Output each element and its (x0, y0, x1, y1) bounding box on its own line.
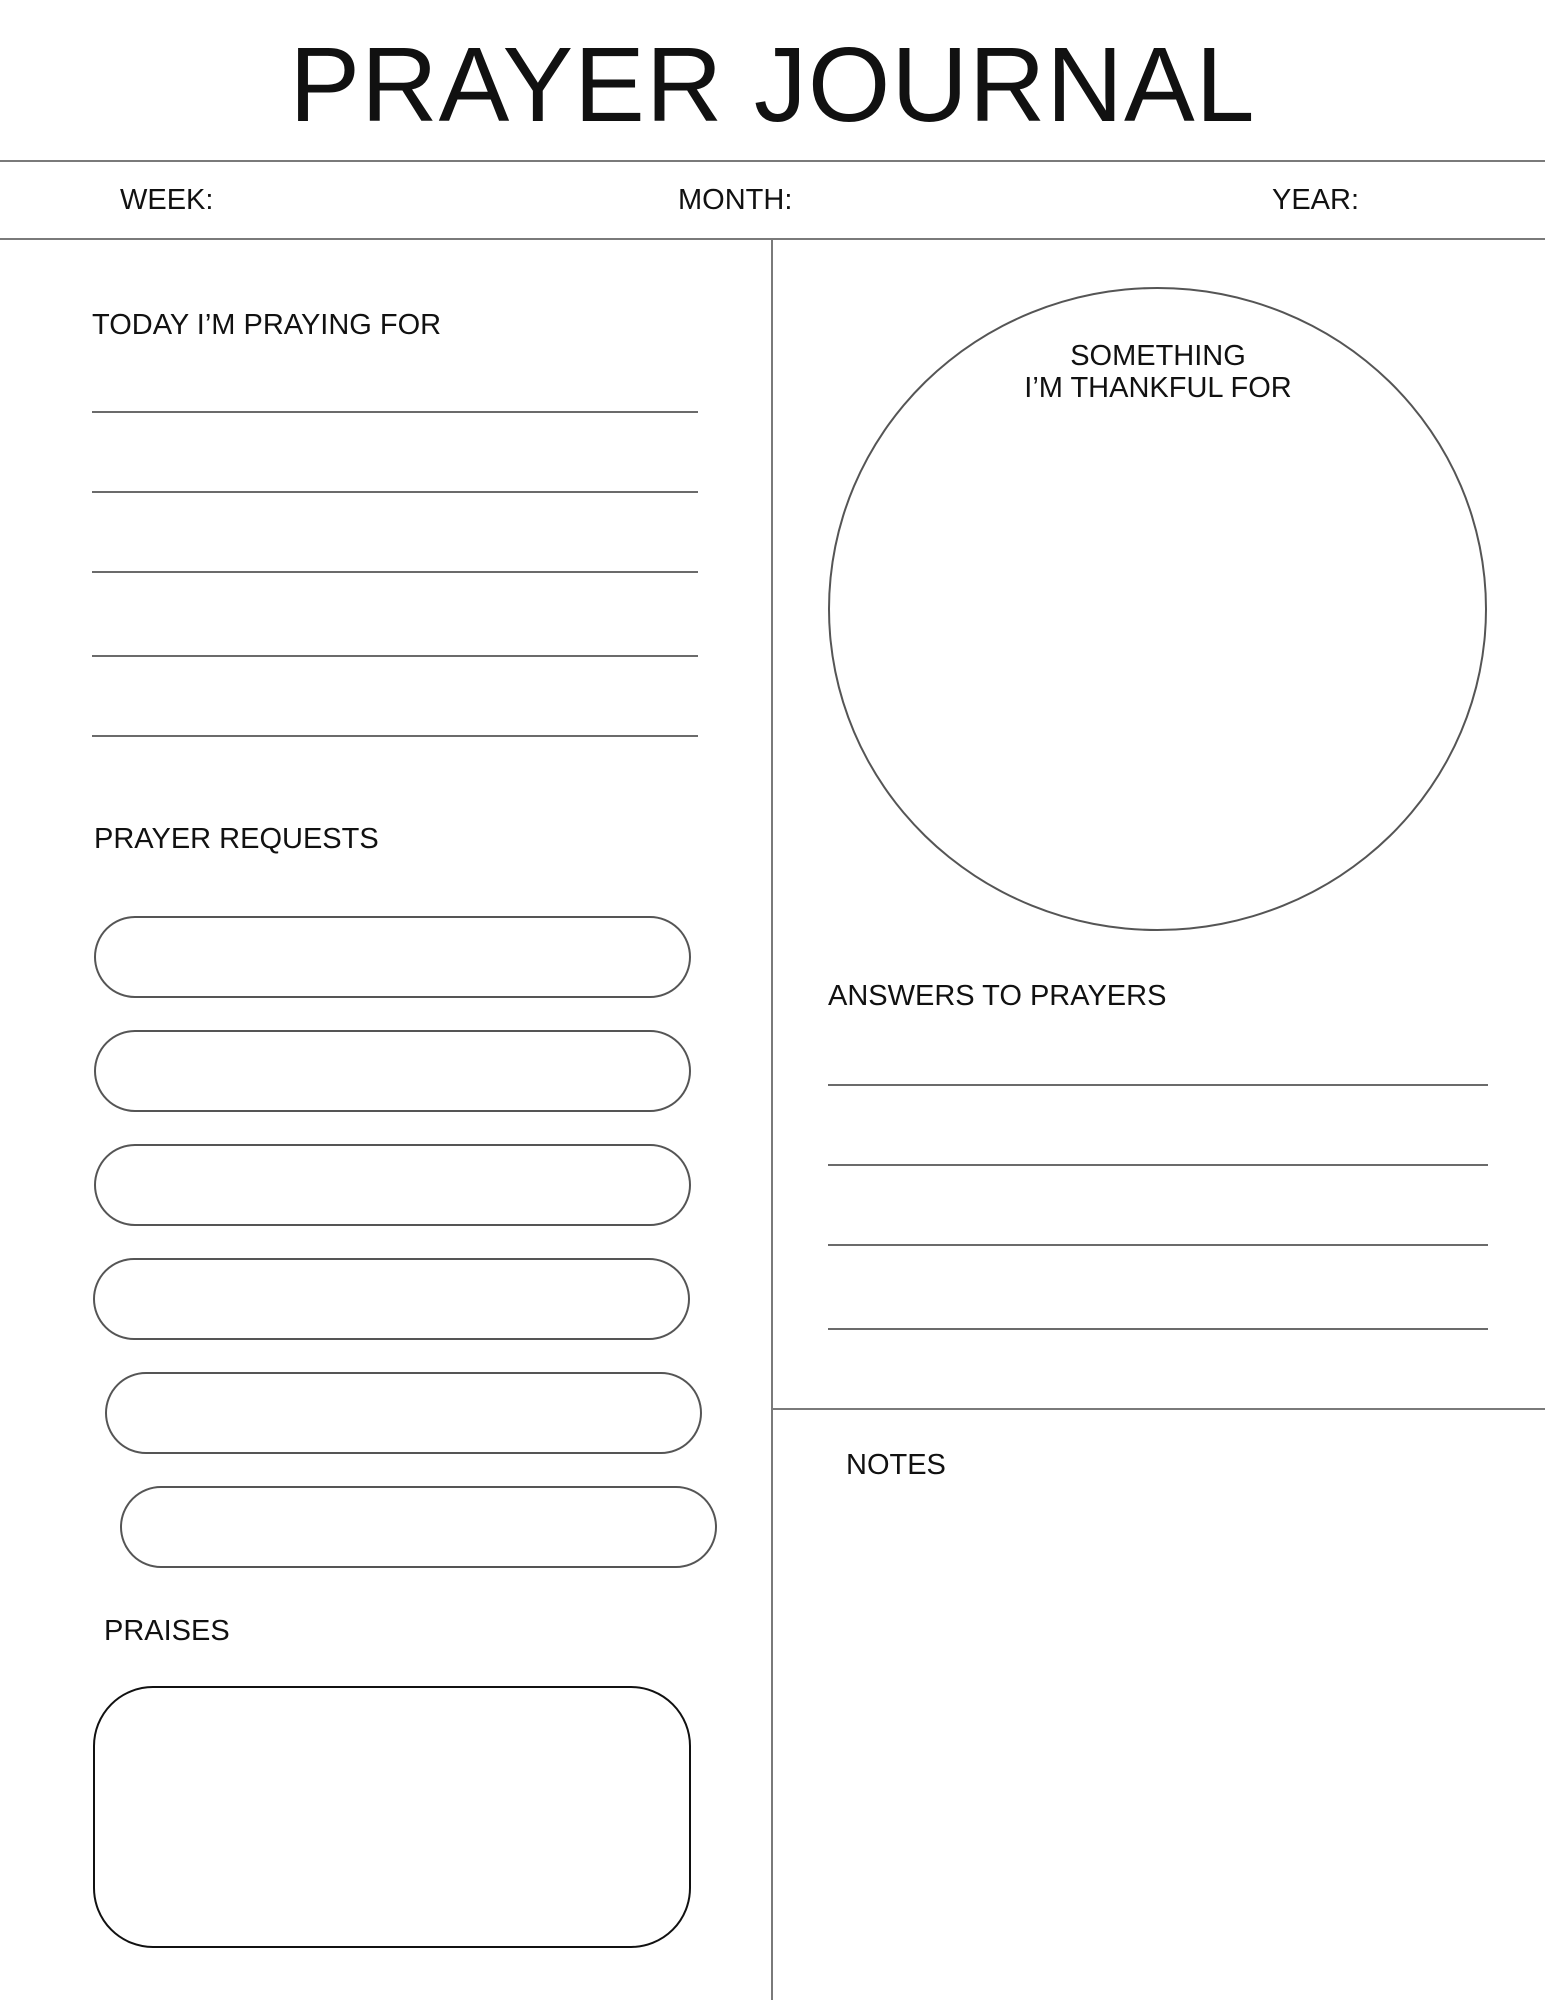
notes-area[interactable] (830, 1500, 1490, 1970)
thankful-label-line-1: SOMETHING (1070, 340, 1246, 372)
praises-box[interactable] (93, 1686, 691, 1948)
year-label: YEAR: (1272, 184, 1360, 216)
praying-for-line-5[interactable] (92, 735, 698, 737)
week-label: WEEK: (120, 184, 214, 216)
praying-for-line-3[interactable] (92, 571, 698, 573)
prayer-request-box-3[interactable] (94, 1144, 691, 1226)
answers-heading: ANSWERS TO PRAYERS (828, 980, 1167, 1012)
header-top-rule (0, 160, 1545, 162)
answers-line-3[interactable] (828, 1244, 1488, 1246)
answers-line-4[interactable] (828, 1328, 1488, 1330)
answers-line-1[interactable] (828, 1084, 1488, 1086)
prayer-request-box-4[interactable] (93, 1258, 690, 1340)
prayer-request-box-2[interactable] (94, 1030, 691, 1112)
prayer-request-box-6[interactable] (120, 1486, 717, 1568)
month-label: MONTH: (678, 184, 793, 216)
praying-for-line-4[interactable] (92, 655, 698, 657)
thankful-label-line-2: I’M THANKFUL FOR (1024, 372, 1292, 404)
praying-for-heading: TODAY I’M PRAYING FOR (92, 309, 442, 341)
column-divider (771, 240, 773, 2000)
answers-line-2[interactable] (828, 1164, 1488, 1166)
praises-heading: PRAISES (104, 1615, 230, 1647)
praying-for-line-1[interactable] (92, 411, 698, 413)
page-title: PRAYER JOURNAL (289, 26, 1256, 144)
praying-for-line-2[interactable] (92, 491, 698, 493)
prayer-request-box-5[interactable] (105, 1372, 702, 1454)
notes-heading: NOTES (846, 1449, 946, 1481)
prayer-request-box-1[interactable] (94, 916, 691, 998)
notes-top-rule (773, 1408, 1545, 1410)
prayer-requests-heading: PRAYER REQUESTS (94, 823, 379, 855)
